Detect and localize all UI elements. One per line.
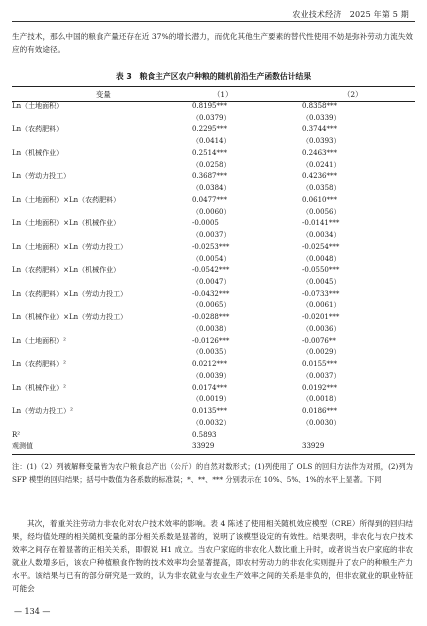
col1-cell: （0.0384） xyxy=(192,184,231,193)
header-variable: 变量 xyxy=(96,90,111,99)
table-row xyxy=(12,383,415,395)
col1-cell: -0.0432*** xyxy=(192,289,230,298)
col2-cell: （0.0030） xyxy=(302,418,341,427)
col2-cell: （0.0358） xyxy=(302,184,341,193)
table-row xyxy=(12,324,415,336)
table-row xyxy=(12,124,415,136)
col2-cell: （0.0045） xyxy=(302,278,341,287)
var-cell xyxy=(12,183,192,195)
col1-cell: -0.0542*** xyxy=(192,266,230,275)
table-bottom-rule xyxy=(12,454,415,455)
col1-cell: 0.8195*** xyxy=(192,102,227,110)
table-row xyxy=(12,394,415,406)
header-col1: （1） xyxy=(213,90,233,99)
col2-cell: 0.2463*** xyxy=(302,148,337,157)
col1-cell: 0.0212*** xyxy=(192,360,227,369)
table-row xyxy=(12,265,415,277)
var-cell: Ln（土地面积）×Ln（机械作业） xyxy=(12,219,121,228)
var-cell xyxy=(12,347,192,359)
header-col2: （2） xyxy=(343,90,363,99)
var-cell: Ln（农药肥料）² xyxy=(12,360,66,369)
table-row xyxy=(12,418,415,430)
body-paragraph: 其次，着重关注劳动力非农化对农户技术效率的影响。表 4 陈述了使用相关随机效应模型（CRE）所得到的回归结果，经均值处理的相关随机变量的部分相关系数是显著的，说明了该模型设定的有效性。结果表明，非农化与农户技术效率之间存在着显著的正相关关系，即假说 H1 成立。当农户家庭的非农化人数比重上升时，或者说当农户家庭的非农就业人数增多后，该农户种植粮食作物的技术效率均会显著提高，即农村劳动力的非农化实则提升了农户的种粮生产力水平。该结果与已有的部分研究是一致的，认为非农就业与农业生产效率之间的关系是非负的，但非农就业的职业特征可能会 xyxy=(12,519,413,593)
var-cell: 观测值 xyxy=(12,442,33,451)
var-cell xyxy=(12,418,192,430)
col2-cell: （0.0037） xyxy=(302,371,341,380)
var-cell: Ln（机械作业） xyxy=(12,148,64,157)
var-cell: Ln（农药肥料）×Ln（机械作业） xyxy=(12,266,121,275)
col1-cell: 0.2514*** xyxy=(192,148,227,157)
var-cell xyxy=(12,160,192,172)
col2-cell: （0.0393） xyxy=(302,137,341,146)
table-row xyxy=(12,254,415,266)
col2-cell: （0.0061） xyxy=(302,301,341,310)
var-cell: Ln（土地面积）×Ln（农药肥料） xyxy=(12,195,121,204)
var-cell: Ln（劳动力投工）² xyxy=(12,407,73,416)
var-cell: R² xyxy=(12,430,21,439)
col1-cell: 0.3687*** xyxy=(192,172,227,181)
page-number: — 134 — xyxy=(14,607,51,616)
col1-cell: 0.0477*** xyxy=(192,195,227,204)
var-cell xyxy=(12,394,192,406)
results-table-body xyxy=(12,101,415,453)
table-row xyxy=(12,113,415,125)
col2-cell: -0.0733*** xyxy=(302,289,340,298)
col1-cell: 0.2295*** xyxy=(192,125,227,134)
col2-cell: 0.8358*** xyxy=(302,102,337,110)
var-cell: Ln（农药肥料）×Ln（劳动力投工） xyxy=(12,289,128,298)
var-cell xyxy=(12,277,192,289)
table-title: 表 3 粮食主产区农户种粮的随机前沿生产函数估计结果 xyxy=(115,72,312,81)
col1-cell: （0.0414） xyxy=(192,137,231,146)
col1-cell: -0.0126*** xyxy=(192,336,230,345)
var-cell xyxy=(12,324,192,336)
col1-cell: -0.0005 xyxy=(192,219,219,228)
col1-cell: （0.0060） xyxy=(192,207,231,216)
col2-cell: 0.0186*** xyxy=(302,407,337,416)
var-cell: Ln（农药肥料） xyxy=(12,125,64,134)
results-table xyxy=(12,101,415,453)
col1-cell: （0.0047） xyxy=(192,278,231,287)
col1-cell: （0.0039） xyxy=(192,371,231,380)
table-row xyxy=(12,441,415,453)
col2-cell: （0.0056） xyxy=(302,207,341,216)
col2-cell: （0.0048） xyxy=(302,254,341,263)
table-row xyxy=(12,277,415,289)
table-row xyxy=(12,101,415,113)
col1-cell: （0.0054） xyxy=(192,254,231,263)
table-row xyxy=(12,406,415,418)
table-row xyxy=(12,148,415,160)
table-row xyxy=(12,430,415,442)
col2-cell: （0.0034） xyxy=(302,231,341,240)
col2-cell: （0.0029） xyxy=(302,348,341,357)
var-cell: Ln（机械作业）² xyxy=(12,383,66,392)
col1-cell: -0.0288*** xyxy=(192,313,230,322)
col1-cell: （0.0065） xyxy=(192,301,231,310)
table-row xyxy=(12,300,415,312)
col1-cell: （0.0035） xyxy=(192,348,231,357)
table-row xyxy=(12,195,415,207)
var-cell: Ln（劳动力投工） xyxy=(12,172,71,181)
table-row xyxy=(12,207,415,219)
table-row xyxy=(12,183,415,195)
var-cell xyxy=(12,300,192,312)
table-row xyxy=(12,371,415,383)
var-cell xyxy=(12,254,192,266)
col1-cell: （0.0258） xyxy=(192,160,231,169)
table-row xyxy=(12,218,415,230)
table-row xyxy=(12,242,415,254)
table-top-rule xyxy=(12,86,415,87)
col1-cell: （0.0032） xyxy=(192,418,231,427)
var-cell: Ln（土地面积） xyxy=(12,102,64,110)
col2-cell: -0.0550*** xyxy=(302,266,340,275)
table-row xyxy=(12,289,415,301)
col1-cell: （0.0019） xyxy=(192,395,231,404)
table-row xyxy=(12,171,415,183)
col1-cell: （0.0379） xyxy=(192,113,231,122)
intro-paragraph: 生产技术，那么中国的粮食产量还存在近 37%的增长潜力，而优化其他生产要素的替代性使用不妨是弥补劳动力流失效应的有效途径。 xyxy=(12,32,413,54)
col2-cell: 0.0610*** xyxy=(302,195,337,204)
var-cell xyxy=(12,113,192,125)
col2-cell: 0.0155*** xyxy=(302,360,337,369)
col1-cell: 33929 xyxy=(192,442,215,451)
table-row xyxy=(12,160,415,172)
col2-cell: -0.0141*** xyxy=(302,219,340,228)
table-row xyxy=(12,136,415,148)
col2-cell: -0.0201*** xyxy=(302,313,340,322)
col1-cell: -0.0253*** xyxy=(192,242,230,251)
var-cell xyxy=(12,136,192,148)
running-header: 农业技术经济 2025 年第 5 期 xyxy=(292,10,409,19)
col2-cell xyxy=(302,430,415,442)
table-row xyxy=(12,347,415,359)
col2-cell: -0.0254*** xyxy=(302,242,340,251)
col1-cell: （0.0038） xyxy=(192,324,231,333)
col2-cell: 0.0192*** xyxy=(302,383,337,392)
col1-cell: 0.5893 xyxy=(192,430,217,439)
var-cell: Ln（土地面积）×Ln（劳动力投工） xyxy=(12,242,128,251)
table-row xyxy=(12,230,415,242)
col2-cell: （0.0339） xyxy=(302,113,341,122)
table-row xyxy=(12,312,415,324)
var-cell xyxy=(12,207,192,219)
col1-cell: （0.0037） xyxy=(192,231,231,240)
col2-cell: -0.0076** xyxy=(302,336,336,345)
col2-cell: 0.4236*** xyxy=(302,172,337,181)
col2-cell: 33929 xyxy=(302,442,325,451)
col2-cell: （0.0241） xyxy=(302,160,341,169)
table-header xyxy=(12,89,415,101)
col2-cell: （0.0018） xyxy=(302,395,341,404)
col1-cell: 0.0174*** xyxy=(192,383,227,392)
table-row xyxy=(12,336,415,348)
col2-cell: 0.3744*** xyxy=(302,125,337,134)
col1-cell: 0.0135*** xyxy=(192,407,227,416)
header-rule xyxy=(12,21,415,22)
table-row xyxy=(12,359,415,371)
col2-cell: （0.0036） xyxy=(302,324,341,333)
var-cell: Ln（土地面积）² xyxy=(12,336,66,345)
var-cell xyxy=(12,230,192,242)
var-cell xyxy=(12,371,192,383)
var-cell: Ln（机械作业）×Ln（劳动力投工） xyxy=(12,313,128,322)
table-note: 注：(1)（2）列被解释变量皆为农户粮食总产出（公斤）的自然对数形式；(1)列使用了 OLS 的回归方法作为对照，(2)列为 SFP 模型的回归结果；括号中数值为各系数的标准误；*、**、*** 分别表示在 10%、5%、1%的水平上显著。下同 xyxy=(12,462,413,484)
